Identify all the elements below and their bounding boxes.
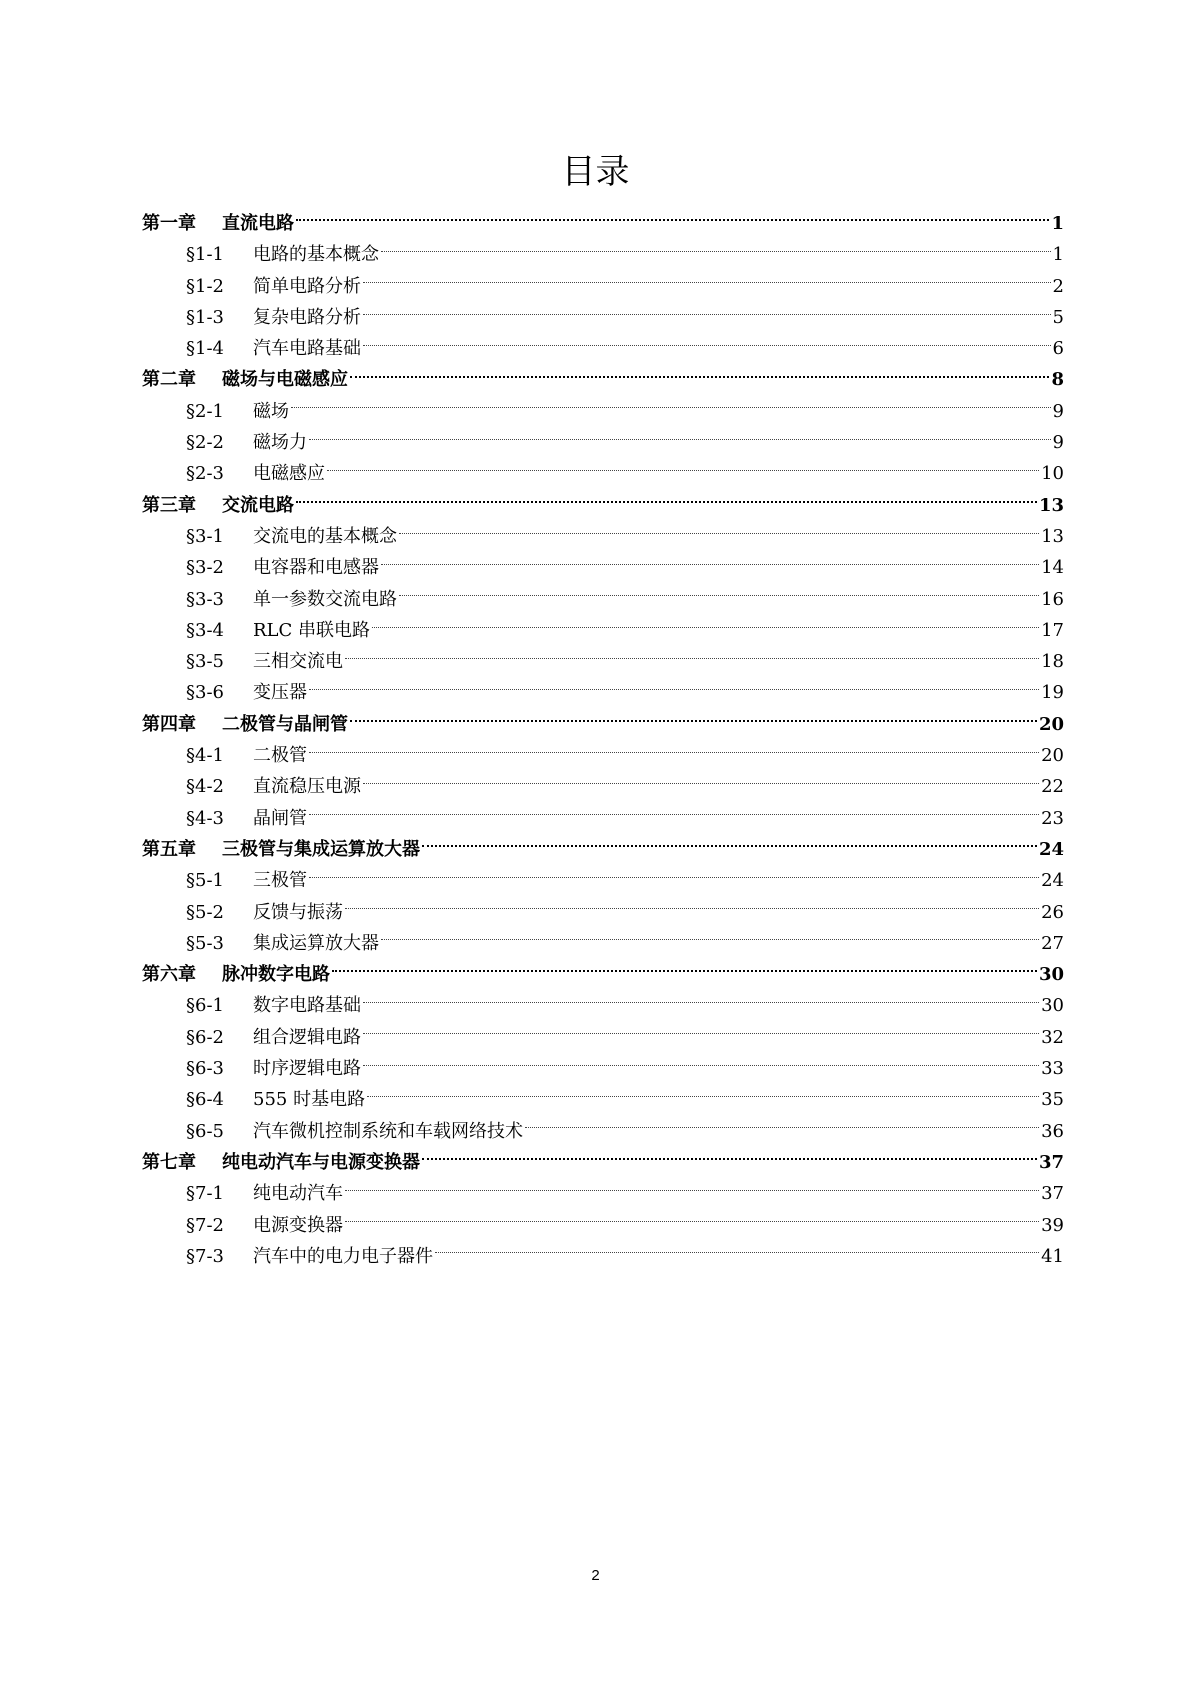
section-number: §4-3 [186, 807, 224, 829]
chapter-title: 交流电路 [222, 494, 294, 516]
section-title: 汽车电路基础 [253, 338, 361, 360]
toc-section-entry[interactable] [142, 552, 1064, 583]
section-title: 交流电的基本概念 [253, 525, 397, 547]
dot-leader [399, 594, 1039, 596]
dot-leader [363, 782, 1039, 784]
dot-leader [309, 688, 1039, 690]
toc-page-number: 10 [1041, 463, 1064, 485]
toc-page-number: 30 [1038, 964, 1064, 986]
section-title: 二极管 [253, 745, 307, 767]
dot-leader [399, 532, 1039, 534]
section-title: 汽车中的电力电子器件 [253, 1245, 433, 1267]
chapter-number: 第三章 [142, 494, 196, 516]
toc-section-entry[interactable] [142, 897, 1064, 928]
dot-leader [381, 563, 1039, 565]
chapter-title: 纯电动汽车与电源变换器 [222, 1151, 420, 1173]
section-title: 纯电动汽车 [253, 1183, 343, 1205]
section-number: §3-3 [186, 588, 224, 610]
dot-leader [381, 938, 1039, 940]
section-title: RLC 串联电路 [253, 619, 370, 641]
toc-chapter-entry[interactable] [142, 364, 1064, 395]
chapter-title: 磁场与电磁感应 [222, 369, 348, 391]
section-number: §3-4 [186, 619, 224, 641]
section-title: 数字电路基础 [253, 995, 361, 1017]
dot-leader [363, 1064, 1039, 1066]
section-number: §6-4 [186, 1089, 224, 1111]
section-number: §7-3 [186, 1245, 224, 1267]
dot-leader [350, 375, 1049, 378]
section-number: §2-2 [186, 432, 224, 454]
section-number: §2-1 [186, 400, 224, 422]
dot-leader [422, 844, 1037, 847]
dot-leader [363, 1032, 1039, 1034]
section-title: 磁场力 [253, 432, 307, 454]
toc-section-entry[interactable] [142, 1116, 1064, 1147]
section-number: §5-1 [186, 870, 224, 892]
section-number: §3-1 [186, 525, 224, 547]
section-title: 时序逻辑电路 [253, 1058, 361, 1080]
dot-leader [296, 500, 1037, 503]
dot-leader [309, 438, 1051, 440]
chapter-number: 第一章 [142, 213, 196, 234]
toc-page-number: 18 [1041, 651, 1064, 673]
section-title: 简单电路分析 [253, 275, 361, 297]
dot-leader [363, 1001, 1039, 1003]
toc-page-number: 24 [1038, 838, 1064, 860]
dot-leader [372, 626, 1039, 628]
toc-page-number: 20 [1041, 745, 1064, 767]
toc-section-entry[interactable] [142, 1053, 1064, 1084]
toc-page-number: 37 [1041, 1183, 1064, 1205]
toc-section-entry[interactable] [142, 1022, 1064, 1053]
chapter-title: 直流电路 [222, 213, 294, 234]
toc-page-number: 16 [1041, 588, 1064, 610]
toc-page-number: 33 [1041, 1058, 1064, 1080]
toc-section-entry[interactable] [142, 771, 1064, 802]
dot-leader [345, 1189, 1039, 1191]
section-number: §4-1 [186, 745, 224, 767]
toc-page-number: 14 [1041, 557, 1064, 579]
section-title: 组合逻辑电路 [253, 1026, 361, 1048]
section-number: §5-3 [186, 932, 224, 954]
section-title: 电容器和电感器 [253, 557, 379, 579]
chapter-title: 三极管与集成运算放大器 [222, 838, 420, 860]
section-title: 变压器 [253, 682, 307, 704]
section-title: 直流稳压电源 [253, 776, 361, 798]
dot-leader [381, 250, 1051, 252]
toc-section-entry[interactable] [142, 990, 1064, 1021]
toc-page-number: 32 [1041, 1026, 1064, 1048]
toc-section-entry[interactable] [142, 615, 1064, 646]
toc-page-number: 6 [1052, 338, 1064, 360]
section-title: 单一参数交流电路 [253, 588, 397, 610]
toc-page-number: 2 [1052, 275, 1064, 297]
dot-leader [363, 313, 1051, 315]
dot-leader [296, 218, 1049, 221]
section-title: 三相交流电 [253, 651, 343, 673]
dot-leader [525, 1126, 1039, 1128]
chapter-number: 第四章 [142, 713, 196, 735]
section-number: §1-1 [186, 244, 224, 266]
section-title: 电源变换器 [253, 1214, 343, 1236]
chapter-number: 第五章 [142, 838, 196, 860]
section-number: §3-5 [186, 651, 224, 673]
toc-section-entry[interactable] [142, 239, 1064, 270]
section-title: 三极管 [253, 870, 307, 892]
dot-leader [309, 813, 1039, 815]
toc-section-entry[interactable] [142, 1084, 1064, 1115]
toc-section-entry[interactable] [142, 803, 1064, 834]
chapter-title: 二极管与晶闸管 [222, 713, 348, 735]
toc-section-entry[interactable] [142, 865, 1064, 896]
toc-page-number: 37 [1038, 1151, 1064, 1173]
toc-page-number: 36 [1041, 1120, 1064, 1142]
toc-page-number: 8 [1051, 369, 1064, 391]
section-number: §4-2 [186, 776, 224, 798]
chapter-title: 脉冲数字电路 [222, 964, 330, 986]
dot-leader [435, 1251, 1039, 1253]
section-number: §6-1 [186, 995, 224, 1017]
dot-leader [345, 1220, 1039, 1222]
dot-leader [363, 281, 1051, 283]
dot-leader [332, 969, 1037, 972]
toc-page-number: 39 [1041, 1214, 1064, 1236]
toc-page-number: 35 [1041, 1089, 1064, 1111]
section-number: §3-2 [186, 557, 224, 579]
page-title: 目录 [561, 152, 630, 192]
section-number: §6-5 [186, 1120, 224, 1142]
toc-section-entry[interactable] [142, 521, 1064, 552]
dot-leader [327, 469, 1039, 471]
toc-section-entry[interactable] [142, 1178, 1064, 1209]
dot-leader [350, 719, 1037, 722]
page-number: 2 [591, 1567, 600, 1584]
chapter-number: 第二章 [142, 369, 196, 391]
toc-section-entry[interactable] [142, 646, 1064, 677]
toc-page-number: 30 [1041, 995, 1064, 1017]
section-number: §7-1 [186, 1183, 224, 1205]
toc-chapter-entry[interactable] [142, 1147, 1064, 1178]
section-title: 反馈与振荡 [253, 901, 343, 923]
section-number: §6-2 [186, 1026, 224, 1048]
section-title: 电路的基本概念 [253, 244, 379, 266]
toc-section-entry[interactable] [142, 333, 1064, 364]
dot-leader [422, 1157, 1037, 1160]
section-number: §1-3 [186, 306, 224, 328]
section-title: 汽车微机控制系统和车载网络技术 [253, 1120, 523, 1142]
chapter-number: 第七章 [142, 1151, 196, 1173]
toc-page-number: 1 [1052, 244, 1064, 266]
toc-section-entry[interactable] [142, 1241, 1064, 1272]
chapter-number: 第六章 [142, 964, 196, 986]
section-number: §5-2 [186, 901, 224, 923]
toc-page-number: 22 [1041, 776, 1064, 798]
section-title: 集成运算放大器 [253, 932, 379, 954]
toc-section-entry[interactable] [142, 677, 1064, 708]
dot-leader [367, 1095, 1039, 1097]
dot-leader [345, 657, 1039, 659]
toc-section-entry[interactable] [142, 427, 1064, 458]
dot-leader [309, 876, 1039, 878]
toc-page-number: 5 [1052, 306, 1064, 328]
section-number: §2-3 [186, 463, 224, 485]
section-title: 555 时基电路 [253, 1089, 366, 1111]
toc-page-number: 27 [1041, 932, 1064, 954]
toc-chapter-entry[interactable] [142, 834, 1064, 865]
toc-chapter-entry[interactable] [142, 208, 1064, 239]
toc-section-entry[interactable] [142, 740, 1064, 771]
toc-section-entry[interactable] [142, 458, 1064, 489]
toc-page-number: 9 [1052, 432, 1064, 454]
table-of-contents [142, 208, 1064, 1272]
section-title: 磁场 [253, 400, 289, 422]
toc-chapter-entry[interactable] [142, 709, 1064, 740]
toc-page-number: 26 [1041, 901, 1064, 923]
dot-leader [363, 344, 1051, 346]
toc-section-entry[interactable] [142, 396, 1064, 427]
section-number: §3-6 [186, 682, 224, 704]
toc-page-number: 23 [1041, 807, 1064, 829]
section-title: 晶闸管 [253, 807, 307, 829]
dot-leader [309, 751, 1039, 753]
toc-page-number: 13 [1041, 525, 1064, 547]
toc-section-entry[interactable] [142, 928, 1064, 959]
section-title: 电磁感应 [253, 463, 325, 485]
section-number: §7-2 [186, 1214, 224, 1236]
section-title: 复杂电路分析 [253, 306, 361, 328]
toc-page-number: 24 [1041, 870, 1064, 892]
toc-page-number: 1 [1051, 213, 1064, 234]
toc-section-entry[interactable] [142, 302, 1064, 333]
toc-section-entry[interactable] [142, 584, 1064, 615]
toc-section-entry[interactable] [142, 1210, 1064, 1241]
toc-chapter-entry[interactable] [142, 959, 1064, 990]
toc-section-entry[interactable] [142, 271, 1064, 302]
toc-page-number: 20 [1038, 713, 1064, 735]
dot-leader [345, 907, 1039, 909]
section-number: §1-2 [186, 275, 224, 297]
toc-page-number: 13 [1038, 494, 1064, 516]
section-number: §1-4 [186, 338, 224, 360]
toc-chapter-entry[interactable] [142, 490, 1064, 521]
section-number: §6-3 [186, 1058, 224, 1080]
toc-page-number: 9 [1052, 400, 1064, 422]
dot-leader [291, 406, 1051, 408]
toc-page-number: 17 [1041, 619, 1064, 641]
toc-page-number: 41 [1041, 1245, 1064, 1267]
toc-page-number: 19 [1041, 682, 1064, 704]
